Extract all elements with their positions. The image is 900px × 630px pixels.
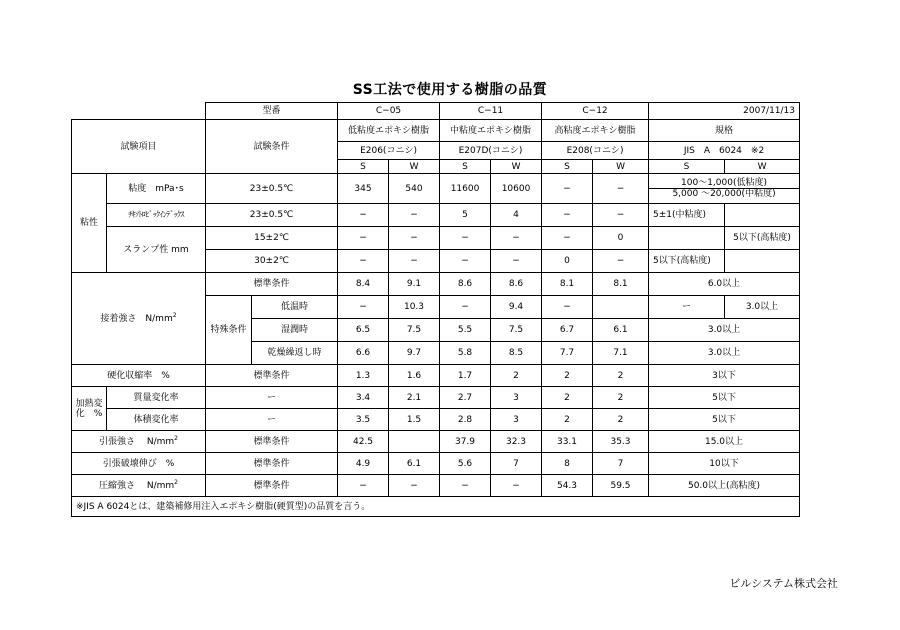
value-cell: 0 <box>542 250 593 273</box>
model-label: 型番 <box>206 103 338 120</box>
product-code: C−12 <box>542 103 649 120</box>
condition-cell: 標準条件 <box>206 475 338 497</box>
value-cell: − <box>491 250 542 273</box>
condition-cell: 標準条件 <box>206 273 338 296</box>
value-cell: − <box>389 475 440 497</box>
value-cell: 33.1 <box>542 431 593 453</box>
condition-cell: 標準条件 <box>206 453 338 475</box>
s-header: S <box>649 160 725 174</box>
value-cell: − <box>440 475 491 497</box>
value-cell: 2 <box>542 365 593 387</box>
value-cell: 0 <box>593 227 649 250</box>
resin-quality-table <box>71 102 800 517</box>
value-cell: 2.7 <box>440 387 491 409</box>
value-cell: 6.1 <box>389 453 440 475</box>
value-cell: 3 <box>491 387 542 409</box>
product-model: E207D(コニシ) <box>440 142 542 160</box>
condition-cell: 15±2℃ <box>206 227 338 250</box>
spec-cell: 5以下 <box>649 387 800 409</box>
row-label: ﾁｷｿﾄﾛﾋﾟｯｸｲﾝﾃﾞｯｸｽ <box>107 204 206 227</box>
condition-cell: 低温時 <box>252 296 338 319</box>
spec-low-viscosity: 100～1,000(低粘度) <box>681 178 767 188</box>
value-cell: 5 <box>440 204 491 227</box>
value-cell: − <box>593 174 649 204</box>
value-cell: − <box>542 227 593 250</box>
value-cell: 5.5 <box>440 319 491 342</box>
value-cell: − <box>491 227 542 250</box>
value-cell: 5.6 <box>440 453 491 475</box>
value-cell: 7.5 <box>491 319 542 342</box>
value-cell: 7.1 <box>593 342 649 365</box>
condition-cell: 湿潤時 <box>252 319 338 342</box>
spec-cell: 5以下(高粘度) <box>649 250 725 273</box>
value-cell: 8 <box>542 453 593 475</box>
value-cell: − <box>542 296 593 319</box>
spec-cell: 5以下 <box>649 409 800 431</box>
value-cell: 540 <box>389 174 440 204</box>
value-cell: 7.7 <box>542 342 593 365</box>
value-cell: 2 <box>542 387 593 409</box>
table-row <box>72 174 800 204</box>
spec-cell <box>649 227 725 250</box>
product-type: 高粘度エポキシ樹脂 <box>542 120 649 142</box>
table-row <box>72 273 800 296</box>
value-cell: 32.3 <box>491 431 542 453</box>
value-cell: − <box>338 204 389 227</box>
value-cell: 6.6 <box>338 342 389 365</box>
condition-cell: ー <box>206 409 338 431</box>
value-cell: 8.6 <box>440 273 491 296</box>
footnote: ※JIS A 6024とは、建築補修用注入エポキシ樹脂(硬質型)の品質を言う。 <box>72 497 800 517</box>
product-code: C−05 <box>338 103 440 120</box>
spec-cell <box>725 250 800 273</box>
value-cell <box>389 431 440 453</box>
spec-cell: 5±1(中粘度) <box>649 204 725 227</box>
row-label: 圧縮強さ $N/mm^2$ <box>72 475 206 497</box>
table-row <box>72 365 800 387</box>
value-cell: 2.1 <box>389 387 440 409</box>
table-row <box>72 227 800 250</box>
row-label: 粘度 mPa･s <box>107 174 206 204</box>
product-model: E208(コニシ) <box>542 142 649 160</box>
value-cell: − <box>440 227 491 250</box>
spec-cell <box>725 204 800 227</box>
value-cell: − <box>389 227 440 250</box>
value-cell: 2 <box>593 409 649 431</box>
row-label: 引張破壊伸び % <box>72 453 206 475</box>
special-condition-label: 特殊条件 <box>206 296 252 365</box>
w-header: W <box>593 160 649 174</box>
s-header: S <box>440 160 491 174</box>
date: 2007/11/13 <box>649 103 800 120</box>
s-header: S <box>542 160 593 174</box>
value-cell: 2 <box>593 365 649 387</box>
value-cell: − <box>542 174 593 204</box>
condition-cell: 30±2℃ <box>206 250 338 273</box>
s-header: S <box>338 160 389 174</box>
value-cell: − <box>440 250 491 273</box>
value-cell: 10600 <box>491 174 542 204</box>
value-cell: 7 <box>593 453 649 475</box>
value-cell: 3.5 <box>338 409 389 431</box>
value-cell: − <box>338 296 389 319</box>
value-cell: − <box>440 296 491 319</box>
value-cell: 8.1 <box>542 273 593 296</box>
value-cell: 3.4 <box>338 387 389 409</box>
table-row <box>72 204 800 227</box>
spec-mid-viscosity: 5,000 ～20,000(中粘度) <box>649 188 799 199</box>
viscosity-group: 粘性 <box>72 174 107 273</box>
value-cell: 2 <box>542 409 593 431</box>
value-cell: 6.1 <box>593 319 649 342</box>
value-cell: − <box>491 475 542 497</box>
value-cell: 7.5 <box>389 319 440 342</box>
w-header: W <box>389 160 440 174</box>
condition-cell: 乾燥繰返し時 <box>252 342 338 365</box>
condition-cell: 標準条件 <box>206 431 338 453</box>
value-cell: 2 <box>491 365 542 387</box>
condition-cell: 標準条件 <box>206 365 338 387</box>
value-cell: 3 <box>491 409 542 431</box>
value-cell: 59.5 <box>593 475 649 497</box>
value-cell: 2.8 <box>440 409 491 431</box>
value-cell: − <box>338 250 389 273</box>
spec-cell: 3以下 <box>649 365 800 387</box>
value-cell: 7 <box>491 453 542 475</box>
spec-cell: 3.0以上 <box>649 319 800 342</box>
w-header: W <box>725 160 800 174</box>
spec-cell: 15.0以上 <box>649 431 800 453</box>
row-label: 体積変化率 <box>107 409 206 431</box>
spec-cell: 3.0以上 <box>649 342 800 365</box>
product-type: 中粘度エポキシ樹脂 <box>440 120 542 142</box>
value-cell: 8.4 <box>338 273 389 296</box>
spec-cell: 10以下 <box>649 453 800 475</box>
condition-cell: 23±0.5℃ <box>206 174 338 204</box>
spec-cell: 5以下(高粘度) <box>725 227 800 250</box>
value-cell: 37.9 <box>440 431 491 453</box>
value-cell: 8.5 <box>491 342 542 365</box>
value-cell: 11600 <box>440 174 491 204</box>
value-cell: 4.9 <box>338 453 389 475</box>
test-condition-header: 試験条件 <box>206 120 338 174</box>
value-cell: 8.1 <box>593 273 649 296</box>
table-row <box>72 387 800 409</box>
spec-cell <box>649 174 800 204</box>
value-cell: − <box>389 250 440 273</box>
w-header: W <box>491 160 542 174</box>
spec-cell: ー <box>649 296 725 319</box>
value-cell: 4 <box>491 204 542 227</box>
spec-standard: JIS A 6024 ※2 <box>649 142 800 160</box>
blank-cell <box>72 103 206 120</box>
table-row <box>72 120 800 142</box>
value-cell <box>593 296 649 319</box>
product-model: E206(コニシ) <box>338 142 440 160</box>
value-cell: − <box>593 204 649 227</box>
spec-header: 規格 <box>649 120 800 142</box>
row-label: 硬化収縮率 % <box>72 365 206 387</box>
value-cell: − <box>338 227 389 250</box>
value-cell: 1.7 <box>440 365 491 387</box>
value-cell: 1.5 <box>389 409 440 431</box>
table-row <box>72 475 800 497</box>
product-code: C−11 <box>440 103 542 120</box>
condition-cell: 23±0.5℃ <box>206 204 338 227</box>
adhesion-label: 接着強さ $N/mm^2$ <box>72 273 206 365</box>
value-cell: − <box>542 204 593 227</box>
table-row <box>72 497 800 517</box>
value-cell: 9.1 <box>389 273 440 296</box>
value-cell: 1.6 <box>389 365 440 387</box>
row-label: 質量変化率 <box>107 387 206 409</box>
company-name: ビルシステム株式会社 <box>729 577 838 590</box>
spec-cell: 6.0以上 <box>649 273 800 296</box>
spec-cell: 3.0以上 <box>725 296 800 319</box>
value-cell: 6.7 <box>542 319 593 342</box>
table-row <box>72 103 800 120</box>
page-title: SS工法で使用する樹脂の品質 <box>352 82 548 98</box>
table-row <box>72 453 800 475</box>
condition-cell: ー <box>206 387 338 409</box>
table-row <box>72 409 800 431</box>
value-cell: 9.7 <box>389 342 440 365</box>
table-row <box>72 431 800 453</box>
value-cell: 5.8 <box>440 342 491 365</box>
value-cell: 2 <box>593 387 649 409</box>
product-type: 低粘度エポキシ樹脂 <box>338 120 440 142</box>
test-item-header: 試験項目 <box>72 120 206 174</box>
value-cell: 10.3 <box>389 296 440 319</box>
value-cell: 1.3 <box>338 365 389 387</box>
value-cell: 6.5 <box>338 319 389 342</box>
value-cell: 54.3 <box>542 475 593 497</box>
value-cell: 9.4 <box>491 296 542 319</box>
value-cell: 345 <box>338 174 389 204</box>
value-cell: 42.5 <box>338 431 389 453</box>
value-cell: − <box>338 475 389 497</box>
value-cell: 35.3 <box>593 431 649 453</box>
row-label: スランプ性 mm <box>107 227 206 273</box>
row-label: 引張強さ $N/mm^2$ <box>72 431 206 453</box>
spec-cell: 50.0以上(高粘度) <box>649 475 800 497</box>
value-cell: − <box>389 204 440 227</box>
value-cell: 8.6 <box>491 273 542 296</box>
value-cell: − <box>593 250 649 273</box>
heating-group: 加熱変化 % <box>72 387 107 431</box>
